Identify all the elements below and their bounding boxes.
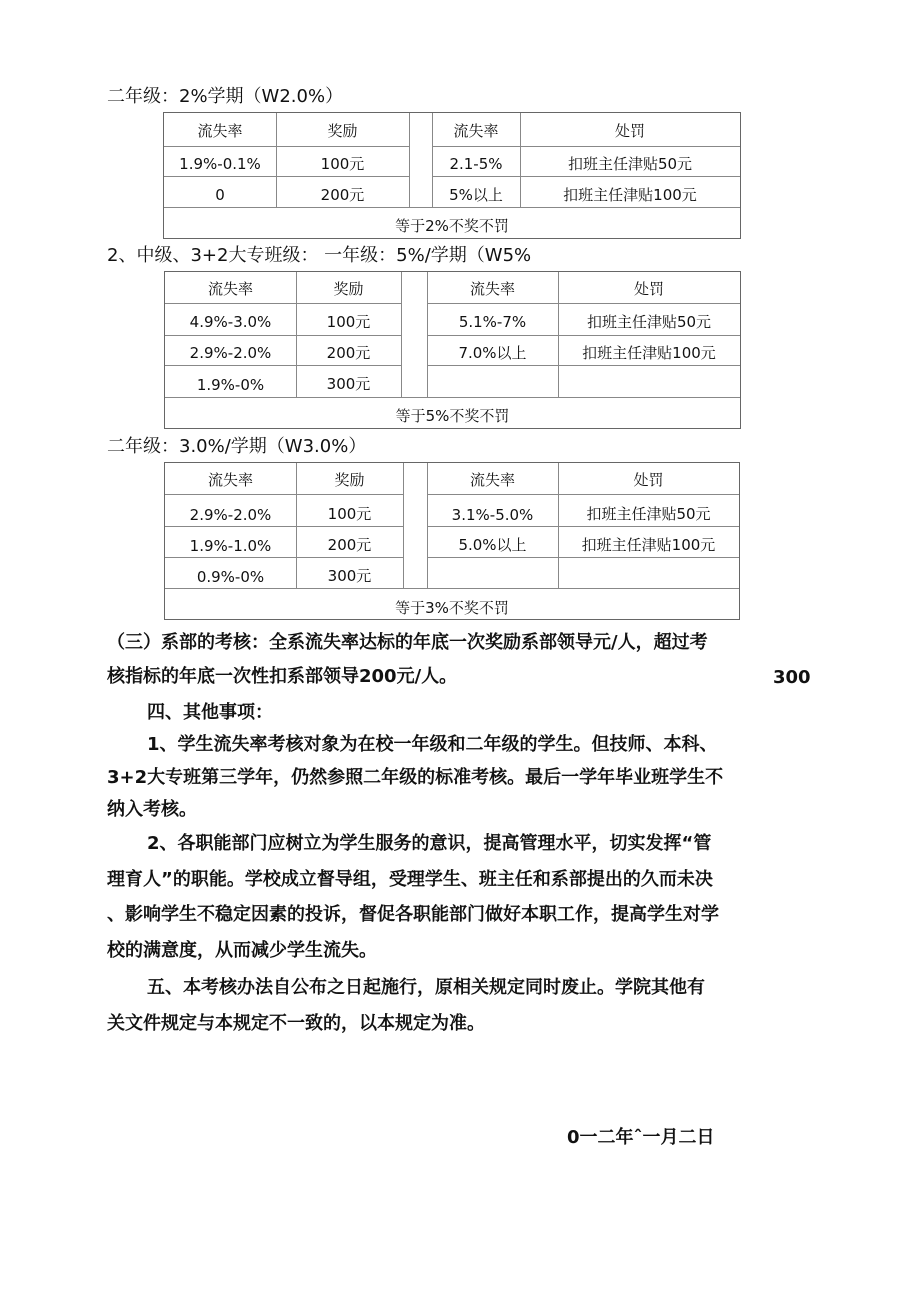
table-header: 处罚 (614, 122, 645, 140)
section5-line: 五、本考核办法自公布之日起施行，原相关规定同时废止。学院其他有 (147, 977, 705, 998)
table-header: 处罚 (633, 471, 664, 489)
table-cell: 扣班主任津贴50元 (586, 313, 712, 331)
section3-amount: 300 (773, 667, 811, 688)
table-cell: 200元 (327, 536, 372, 554)
section4-p1-line: 纳入考核。 (107, 799, 197, 820)
table-cell: 扣班主任津贴50元 (567, 155, 693, 173)
section3-line1: （三）系部的考核：全系流失率达标的年底一次奖励系部领导元/人，超过考 (107, 632, 708, 653)
table-cell: 2.9%-2.0% (189, 506, 272, 524)
heading-grade2-a: 二年级：2%学期（W2.0%） (107, 86, 344, 107)
table-cell: 100元 (327, 505, 372, 523)
table-cell: 300元 (326, 375, 371, 393)
section4-p1-line: 1、学生流失率考核对象为在校一年级和二年级的学生。但技师、本科、 (147, 734, 718, 755)
heading-grade2-b: 二年级：3.0%/学期（W3.0%） (107, 436, 367, 457)
section5-line: 关文件规定与本规定不一致的，以本规定为准。 (107, 1013, 485, 1034)
table-header: 处罚 (633, 280, 664, 298)
table-cell: 扣班主任津贴100元 (581, 536, 716, 554)
table-cell: 2.9%-2.0% (189, 344, 272, 362)
table-header: 奖励 (333, 280, 364, 298)
table-header: 流失率 (469, 471, 515, 489)
table-cell: 5%以上 (449, 186, 503, 204)
table-cell: 300元 (327, 567, 372, 585)
table-cell: 扣班主任津贴100元 (563, 186, 697, 204)
table-cell: 1.9%-0% (196, 376, 265, 394)
table-cell: 0.9%-0% (196, 568, 265, 586)
table-cell: 0 (215, 186, 225, 204)
section4-p2-line: 2、各职能部门应树立为学生服务的意识，提高管理水平，切实发挥“管 (147, 833, 712, 854)
table-2 (164, 271, 741, 429)
section4-p1-line: 3+2大专班第三学年，仍然参照二年级的标准考核。最后一学年毕业班学生不 (107, 767, 724, 788)
table-cell: 3.1%-5.0% (451, 506, 534, 524)
table-cell: 5.1%-7% (458, 313, 527, 331)
table-3 (164, 462, 740, 620)
table-cell: 200元 (320, 186, 365, 204)
table-cell: 1.9%-1.0% (189, 537, 272, 555)
table-cell: 100元 (326, 313, 371, 331)
heading-section-2: 2、中级、3+2大专班级： 一年级：5%/学期（W5% (107, 245, 532, 266)
table-header: 奖励 (334, 471, 365, 489)
table-cell: 7.0%以上 (458, 344, 527, 362)
table-cell: 4.9%-3.0% (189, 313, 272, 331)
table-footer: 等于2%不奖不罚 (395, 217, 509, 235)
table-cell: 1.9%-0.1% (179, 155, 261, 173)
table-cell: 100元 (320, 155, 365, 173)
section3-line2: 核指标的年底一次性扣系部领导200元/人。 (107, 666, 458, 687)
table-cell: 扣班主任津贴100元 (582, 344, 716, 362)
section4-p2-line: 校的满意度，从而减少学生流失。 (107, 940, 377, 961)
table-header: 流失率 (207, 280, 253, 298)
section4-p2-line: 理育人”的职能。学校成立督导组，受理学生、班主任和系部提出的久而未决 (107, 869, 713, 890)
section4-p2-line: 、影响学生不稳定因素的投诉，督促各职能部门做好本职工作，提高学生对学 (107, 904, 719, 925)
section4-title: 四、其他事项： (147, 702, 273, 723)
table-cell: 扣班主任津贴50元 (586, 505, 711, 523)
document-date: 0一二年ˆ一月二日 (567, 1127, 715, 1148)
table-header: 流失率 (197, 122, 243, 140)
table-header: 奖励 (327, 122, 358, 140)
table-footer: 等于3%不奖不罚 (395, 599, 509, 617)
table-cell: 200元 (326, 344, 371, 362)
table-header: 流失率 (453, 122, 499, 140)
table-header: 流失率 (207, 471, 253, 489)
table-footer: 等于5%不奖不罚 (395, 407, 510, 425)
table-header: 流失率 (469, 280, 515, 298)
table-cell: 2.1-5% (449, 155, 503, 173)
table-cell: 5.0%以上 (458, 536, 527, 554)
table-1 (163, 112, 741, 239)
